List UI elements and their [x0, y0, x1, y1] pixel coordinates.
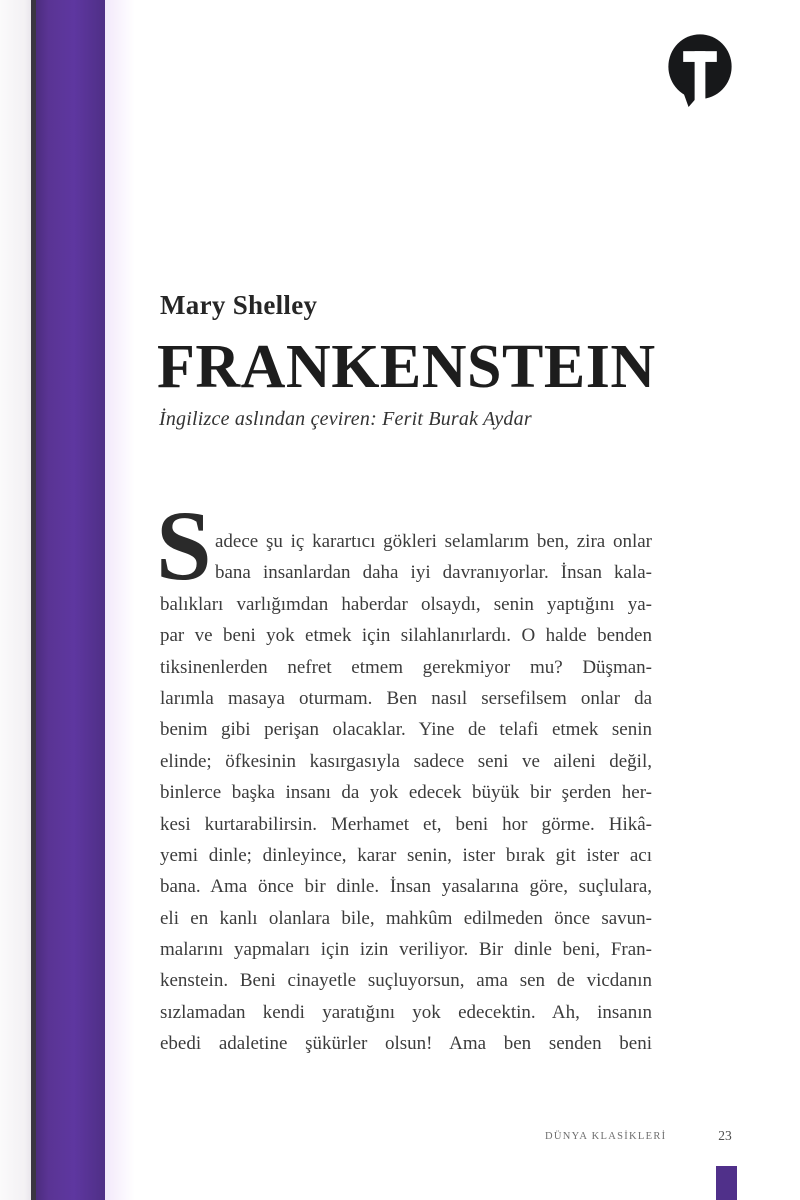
body-line: benim gibi perişan olacaklar. Yine de telafi etmek senin — [160, 719, 652, 741]
body-line: elinde; öfkesinin kasırgasıyla sadece seni ve aileni değil, — [160, 750, 652, 772]
body-lines — [160, 526, 652, 1060]
photo-background-strip — [0, 0, 31, 1200]
body-line: bana. Ama önce bir dinle. İnsan yasalarına göre, suçlulara, — [160, 876, 652, 898]
body-line: balıkları varlığımdan haberdar olsaydı, senin yaptığını ya- — [160, 593, 652, 615]
translator-credit: İngilizce aslından çeviren: Ferit Burak Aydar — [159, 408, 532, 430]
publisher-logo-icon — [666, 33, 734, 107]
body-line: par ve beni yok etmek için silahlanırlardı. O halde benden — [160, 625, 652, 647]
series-label: DÜNYA KLASİKLERİ — [545, 1131, 667, 1142]
body-line: kenstein. Beni cinayetle suçluyorsun, ama sen de vicdanın — [160, 970, 652, 992]
author-name: Mary Shelley — [160, 290, 318, 320]
purple-page-marker — [716, 1166, 737, 1200]
page-number: 23 — [718, 1128, 732, 1143]
body-line: bana insanlardan daha iyi davranıyorlar. İnsan kala- — [215, 562, 652, 584]
body-line: tiksinenlerden nefret etmem gerekmiyor mu? Düşman- — [160, 656, 652, 678]
body-line: larımla masaya oturmam. Ben nasıl sersefilsem onlar da — [160, 687, 652, 709]
body-line: yemi dinle; dinleyince, karar senin, ister bırak git ister acı — [160, 844, 652, 866]
body-line: binlerce başka insanı da yok edecek büyük bir şerden her- — [160, 782, 652, 804]
dropcap-letter: S — [156, 490, 212, 601]
page-gutter-shadow — [105, 0, 135, 1200]
body-line: adece şu iç karartıcı gökleri selamlarım ben, zira onlar — [215, 531, 652, 552]
body-line: sızlamadan kendi yaratığını yok edecektin. Ah, insanın — [160, 1001, 652, 1023]
body-line: eli en kanlı olanlara bile, mahkûm edilmeden önce savun- — [160, 907, 652, 929]
purple-cover-stripe — [36, 0, 105, 1200]
body-line: ebedi adaletine şükürler olsun! Ama ben senden beni — [160, 1033, 652, 1055]
book-title: FRANKENSTEIN — [157, 333, 656, 401]
body-line: malarını yapmaları için izin veriliyor. Bir dinle beni, Fran- — [160, 939, 652, 961]
body-line: kesi kurtarabilirsin. Merhamet et, beni hor görme. Hikâ- — [160, 813, 652, 835]
